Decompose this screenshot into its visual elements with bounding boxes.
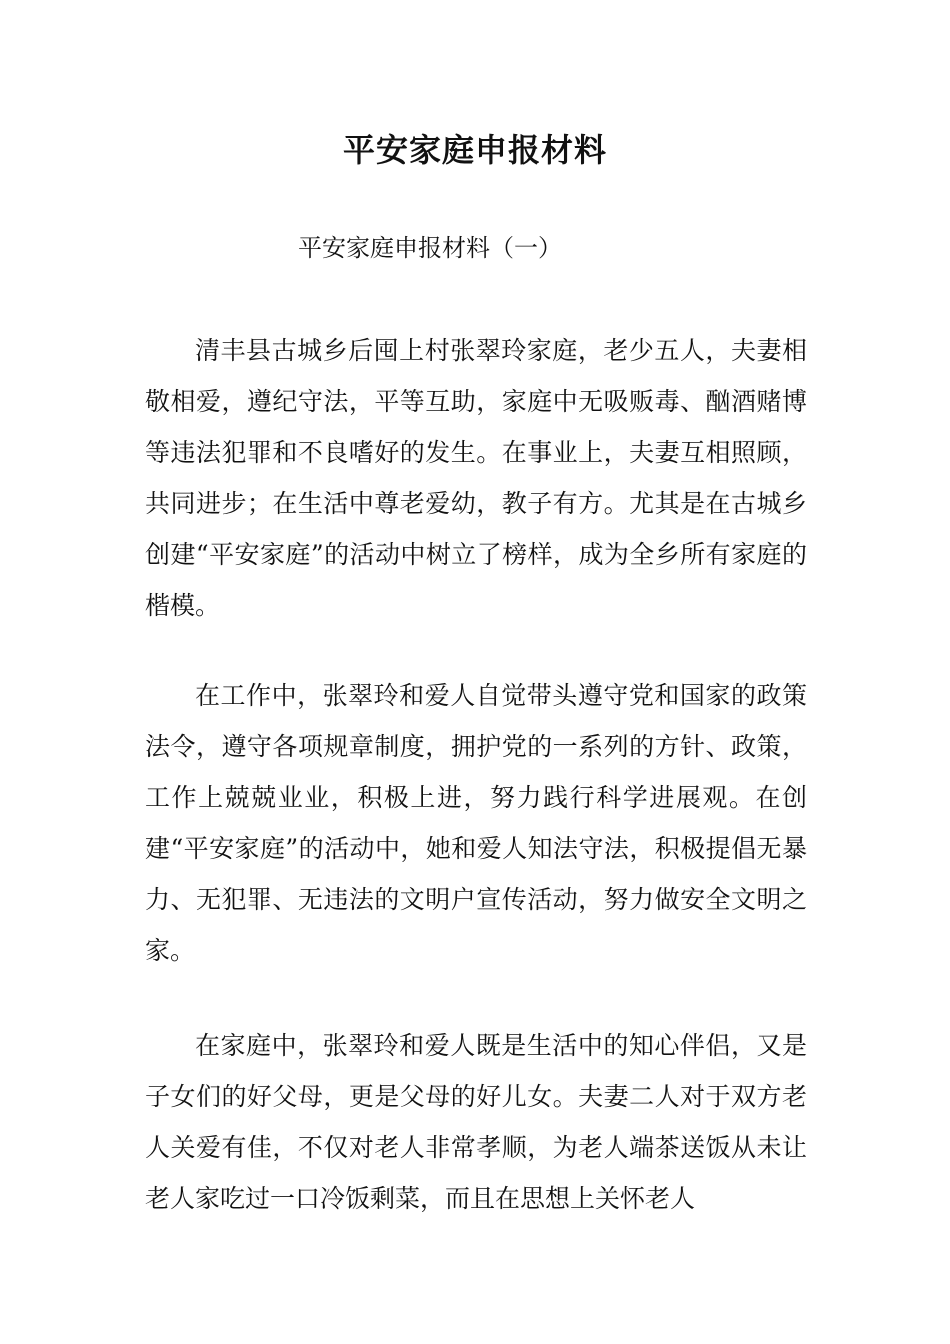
body-paragraph-3: 在家庭中，张翠玲和爱人既是生活中的知心伴侣，又是子女们的好父母，更是父母的好儿女。夫妻二人对于双方老人关爱有佳，不仅对老人非常孝顺，为老人端茶送饭从未让老人家吃过一口冷饭剩菜，而且在思想上关怀老人 bbox=[145, 1031, 807, 1213]
document-title: 平安家庭申报材料 bbox=[342, 131, 607, 169]
body-paragraph-1: 清丰县古城乡后囤上村张翠玲家庭，老少五人，夫妻相敬相爱，遵纪守法，平等互助，家庭中无吸贩毒、酗酒赌博等违法犯罪和不良嗜好的发生。在事业上，夫妻互相照顾，共同进步；在生活中尊老爱幼，教子有方。尤其是在古城乡创建“平安家庭”的活动中树立了榜样，成为全乡所有家庭的楷模。 bbox=[145, 336, 807, 620]
document-subtitle: 平安家庭申报材料（一） bbox=[298, 234, 562, 262]
body-paragraph-2: 在工作中，张翠玲和爱人自觉带头遵守党和国家的政策法令，遵守各项规章制度，拥护党的一系列的方针、政策，工作上兢兢业业，积极上进，努力践行科学进展观。在创建“平安家庭”的活动中，她和爱人知法守法，积极提倡无暴力、无犯罪、无违法的文明户宣传活动，努力做安全文明之家。 bbox=[145, 681, 807, 965]
